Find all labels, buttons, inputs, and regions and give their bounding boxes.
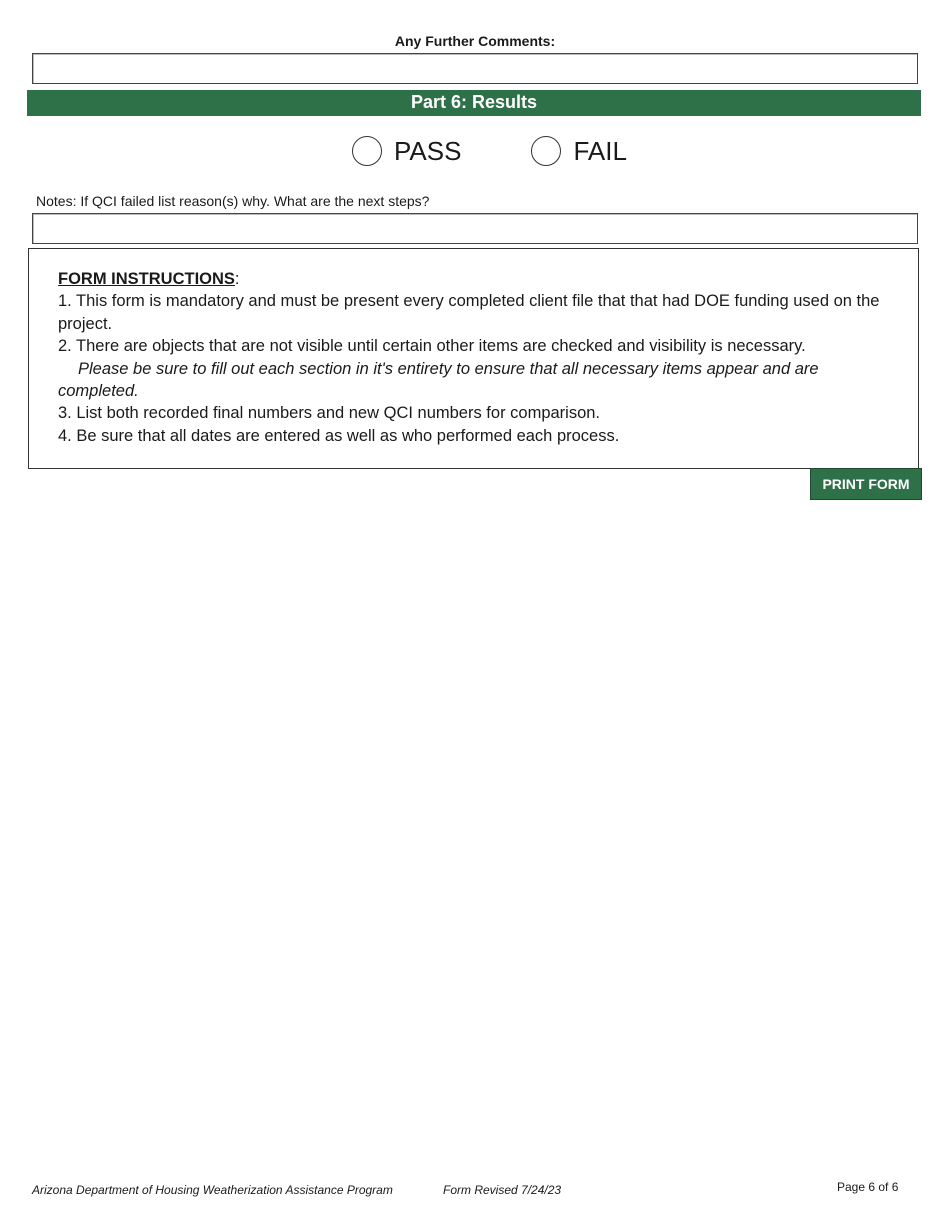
instruction-item-2: 2. There are objects that are not visible until certain other items are checked and visibility is necessary. xyxy=(58,337,806,356)
pass-radio-option[interactable] xyxy=(352,136,461,167)
comments-field[interactable] xyxy=(32,53,918,84)
footer-revision-date: Form Revised 7/24/23 xyxy=(443,1183,562,1197)
fail-radio-option[interactable] xyxy=(531,136,626,167)
instruction-item-4: 4. Be sure that all dates are entered as well as who performed each process. xyxy=(58,426,620,445)
footer-program-name: Arizona Department of Housing Weatherization Assistance Program xyxy=(32,1183,393,1197)
instruction-item-2-note-wrap xyxy=(58,358,890,403)
instructions-title: FORM INSTRUCTIONS xyxy=(58,270,235,288)
fail-radio-button[interactable] xyxy=(531,136,561,166)
instruction-item-2-note: Please be sure to fill out each section in it's entirety to ensure that all necessary items appear and are completed. xyxy=(58,359,819,401)
instruction-item-1: 1. This form is mandatory and must be present every completed client file that that had DOE funding used on the project. xyxy=(58,292,880,333)
form-instructions-box xyxy=(28,248,919,469)
notes-label: Notes: If QCI failed list reason(s) why. What are the next steps? xyxy=(36,193,430,209)
fail-label: FAIL xyxy=(573,135,627,166)
result-radio-group xyxy=(352,133,627,169)
notes-field[interactable] xyxy=(32,213,918,244)
part6-results-header: Part 6: Results xyxy=(27,90,921,116)
instructions-title-colon: : xyxy=(234,270,240,288)
instruction-item-3: 3. List both recorded final numbers and new QCI numbers for comparison. xyxy=(58,404,601,423)
pass-label: PASS xyxy=(394,135,462,166)
pass-radio-button[interactable] xyxy=(352,136,382,166)
instructions-heading xyxy=(58,268,890,290)
comments-label: Any Further Comments: xyxy=(394,33,556,49)
print-form-button[interactable]: PRINT FORM xyxy=(810,468,922,500)
footer-page-number: Page 6 of 6 xyxy=(837,1180,899,1194)
